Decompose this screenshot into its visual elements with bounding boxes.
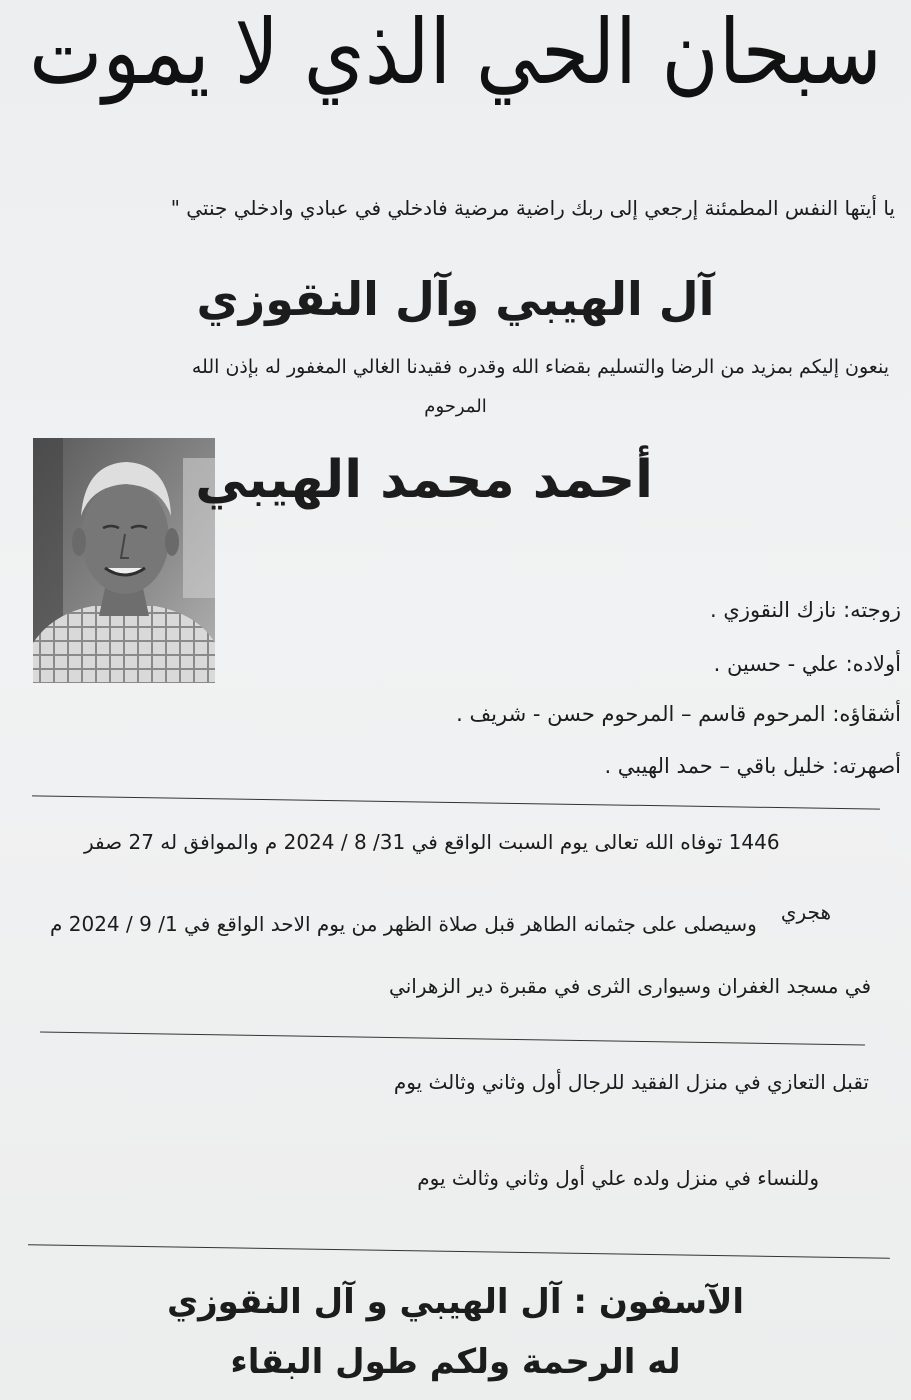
calligraphy-title: سبحان الحي الذي لا يموت [29, 1, 882, 105]
siblings-row [456, 702, 901, 726]
prayer-line: وسيصلى على جثمانه الطاهر قبل صلاة الظهر من يوم الاحد الواقع في 1/ 9 / 2024 م [50, 912, 757, 936]
announcement-line: ينعون إليكم بمزيد من الرضا والتسليم بقضاء الله وقدره فقيدنا الغالي المغفور له بإذن الله [191, 356, 889, 378]
wife-row [710, 598, 901, 622]
announcement-line-2: المرحوم [424, 396, 487, 417]
closing-line: له الرحمة ولكم طول البقاء [230, 1342, 681, 1382]
inlaws-value: خليل باقي – حمد الهيبي . [604, 754, 826, 778]
deceased-name: أحمد محمد الهيبي [195, 450, 653, 510]
mourners-line: الآسفون : آل الهيبي و آل النقوزي [166, 1282, 745, 1322]
divider-line [32, 795, 880, 809]
inlaws-row [604, 754, 901, 778]
men-condolences: تقبل التعازي في منزل الفقيد للرجال أول وثاني وثالث يوم [393, 1070, 869, 1094]
death-date-line: 1446 توفاه الله تعالى يوم السبت الواقع في 31/ 8 / 2024 م والموافق له 27 صفر [84, 830, 780, 854]
quran-verse: يا أيتها النفس المطمئنة إرجعي إلى ربك راضية مرضية فادخلي في عبادي وادخلي جنتي " [170, 196, 895, 220]
burial-line: في مسجد الغفران وسيوارى الثرى في مقبرة دير الزهراني [389, 974, 871, 998]
siblings-label: أشقاؤه: [832, 702, 901, 726]
inlaws-label: أصهرته: [831, 754, 901, 778]
families-title: آل الهيبي وآل النقوزي [196, 272, 715, 326]
children-row [714, 652, 901, 676]
wife-label: زوجته: [843, 598, 901, 622]
deceased-photo [33, 438, 215, 683]
divider-line-3 [28, 1244, 890, 1259]
hijri-label: هجري [780, 900, 831, 924]
divider-line-2 [40, 1032, 865, 1046]
children-value: علي - حسين . [713, 652, 839, 676]
children-label: أولاده: [845, 652, 901, 676]
portrait-image [33, 438, 215, 683]
women-condolences: وللنساء في منزل ولده علي أول وثاني وثالث يوم [417, 1166, 819, 1190]
wife-value: نازك النقوزي . [710, 598, 837, 622]
siblings-value: المرحوم قاسم – المرحوم حسن - شريف . [456, 702, 826, 726]
